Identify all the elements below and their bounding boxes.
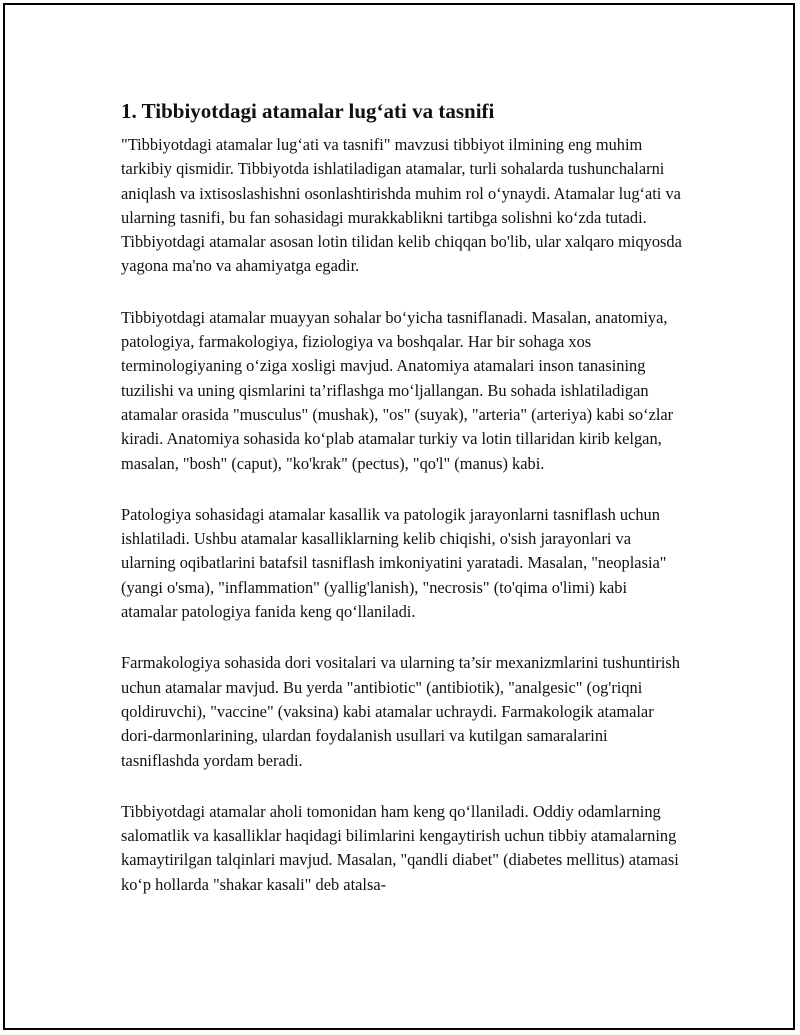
section-heading: 1. Tibbiyotdagi atamalar lug‘ati va tasnifi (121, 99, 495, 123)
paragraph-classification: Tibbiyotdagi atamalar muayyan sohalar bo‘yicha tasniflanadi. Masalan, anatomiya, patologiya, farmakologiya, fiziologiya va boshqalar. Har bir sohaga xos terminologiyaning o‘ziga xosligi mavjud. Anatomiya atamalari inson tanasining tuzilishi va uning qismlarini ta’riflashga mo‘ljallangan. Bu sohada ishlatiladigan atamalar orasida "musculus" (mushak), "os" (suyak), "arteria" (arteriya) kabi so‘zlar kiradi. Anatomiya sohasida ko‘plab atamalar turkiy va lotin tillaridan kirib kelgan, masalan, "bosh" (caput), "ko'krak" (pectus), "qo'l" (manus) kabi. (121, 307, 674, 473)
document-page (3, 3, 795, 1030)
paragraph-pharmacology: Farmakologiya sohasida dori vositalari va ularning ta’sir mexanizmlarini tushuntirish uchun atamalar mavjud. Bu yerda "antibiotic" (antibiotik), "analgesic" (og'riqni qoldiruvchi), "vaccine" (vaksina) kabi atamalar uchraydi. Farmakologik atamalar dori-darmonlarining, ulardan foydalanish usullari va kutilgan samaralarini tasniflashda yordam beradi. (121, 653, 680, 770)
paragraph-pathology: Patologiya sohasidagi atamalar kasallik va patologik jarayonlarni tasniflash uchun ishlatiladi. Ushbu atamalar kasalliklarning kelib chiqishi, o'sish jarayonlari va ularning oqibatlarini batafsil tasniflash imkoniyatini yaratadi. Masalan, "neoplasia" (yangi o'sma), "inflammation" (yallig'lanish), "necrosis" (to'qima o'limi) kabi atamalar patologiya fanida keng qo‘llaniladi. (121, 504, 667, 622)
paragraph-public-usage: Tibbiyotdagi atamalar aholi tomonidan ham keng qo‘llaniladi. Oddiy odamlarning salomatlik va kasalliklar haqidagi bilimlarini kengaytirish uchun tibbiy atamalarning kamaytirilgan talqinlari mavjud. Masalan, "qandli diabet" (diabetes mellitus) atamasi ko‘p hollarda "shakar kasali" deb atalsa- (121, 801, 679, 894)
paragraph-intro: "Tibbiyotdagi atamalar lug‘ati va tasnifi" mavzusi tibbiyot ilmining eng muhim tarkibiy qismidir. Tibbiyotda ishlatiladigan atamalar, turli sohalarda tushunchalarni aniqlash va ixtisoslashishni osonlashtirishda muhim rol o‘ynaydi. Atamalar lug‘ati va ularning tasnifi, bu fan sohasidagi murakkablikni tartibga solishni ko‘zda tutadi. Tibbiyotdagi atamalar asosan lotin tilidan kelib chiqqan bo'lib, ular xalqaro miqyosda yagona ma'no va ahamiyatga egadir. (121, 135, 682, 276)
document-body (121, 97, 687, 924)
